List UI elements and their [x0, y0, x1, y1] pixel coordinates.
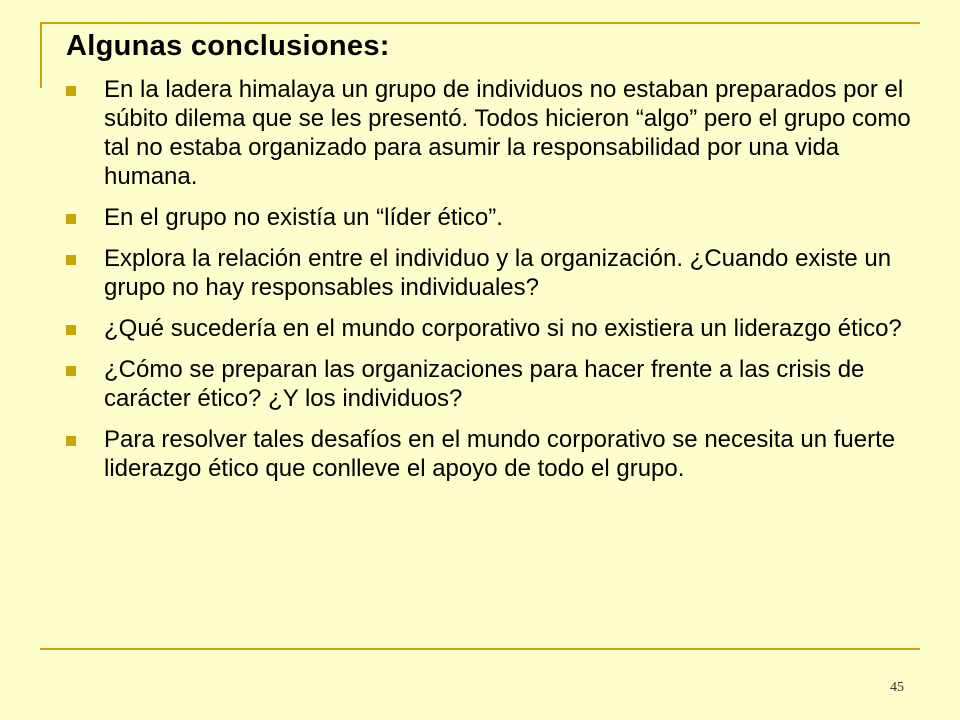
bullet-text: ¿Cómo se preparan las organizaciones para hacer frente a las crisis de carácter ético? ¿Y los individuos? [104, 356, 865, 412]
bullet-text: Explora la relación entre el individuo y la organización. ¿Cuando existe un grupo no hay responsables individuales? [104, 245, 892, 301]
bullet-item [66, 75, 926, 191]
page-number: 45 [890, 680, 904, 695]
top-divider [40, 22, 920, 24]
bullet-item [66, 355, 926, 413]
bottom-divider [40, 648, 920, 650]
left-accent-rule [40, 22, 42, 88]
square-bullet-icon [66, 214, 76, 224]
bullet-text: Para resolver tales desafíos en el mundo corporativo se necesita un fuerte liderazgo ético que conlleve el apoyo de todo el grupo. [104, 426, 896, 482]
bullet-item [66, 244, 926, 302]
bullet-text: En la ladera himalaya un grupo de individuos no estaban preparados por el súbito dilema que se les presentó. Todos hicieron “algo” pero el grupo como tal no estaba organizado para asumir la responsabilidad por una vida humana. [104, 76, 911, 190]
square-bullet-icon [66, 86, 76, 96]
bullet-item [66, 425, 926, 483]
square-bullet-icon [66, 436, 76, 446]
bullet-item [66, 314, 926, 343]
square-bullet-icon [66, 255, 76, 265]
bullet-list [66, 75, 926, 495]
bullet-text: ¿Qué sucedería en el mundo corporativo si no existiera un liderazgo ético? [104, 315, 902, 342]
bullet-item [66, 203, 926, 232]
square-bullet-icon [66, 366, 76, 376]
slide-title: Algunas conclusiones: [66, 30, 390, 62]
bullet-text: En el grupo no existía un “líder ético”. [104, 204, 503, 231]
square-bullet-icon [66, 325, 76, 335]
